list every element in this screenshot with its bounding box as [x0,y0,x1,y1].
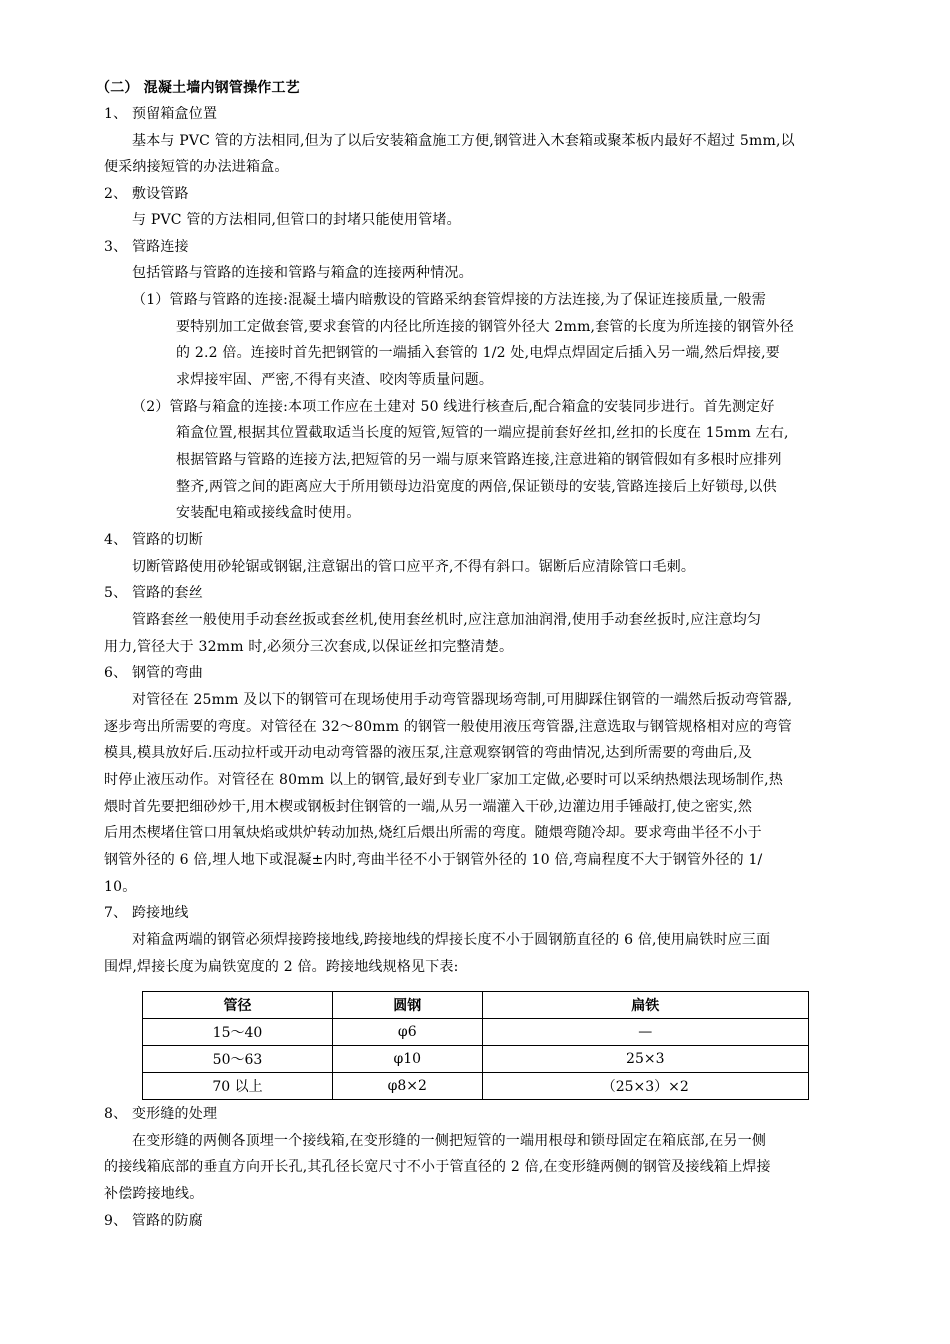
paragraph-line: 对管径在 25mm 及以下的钢管可在现场使用手动弯管器现场弯制,可用脚踩住钢管的一端然后扳动弯管器, [132,692,793,708]
paragraph-line: 便采纳接短管的办法进箱盒。 [104,159,289,175]
paragraph-line: 的接线箱底部的垂直方向开长孔,其孔径长宽尺寸不小于管直径的 2 倍,在变形缝两侧的钢管及接线箱上焊接 [104,1159,771,1175]
paragraph-line: 对箱盒两端的钢管必须焊接跨接地线,跨接地线的焊接长度不小于圆钢筋直径的 6 倍,使用扁铁时应三面 [132,932,771,948]
table-cell: 70 以上 [143,1073,333,1100]
table-row [143,1073,809,1100]
subitem-line: 箱盒位置,根据其位置截取适当长度的短管,短管的一端应提前套好丝扣,丝扣的长度在 15mm 左右, [176,425,789,441]
item-9-heading: 9、 管路的防腐 [104,1213,203,1229]
paragraph-line: 逐步弯出所需要的弯度。对管径在 32～80mm 的钢管一般使用液压弯管器,注意选取与钢管规格相对应的弯管 [104,719,792,735]
table-cell: φ10 [332,1046,482,1073]
item-1-heading: 1、 预留箱盒位置 [104,106,218,122]
subitem-line: 根据管路与管路的连接方法,把短管的另一端与原来管路连接,注意进箱的钢管假如有多根时应排列 [176,452,782,468]
table-header-cell: 管径 [143,992,333,1019]
item-6-heading: 6、 钢管的弯曲 [104,665,203,681]
paragraph-line: 补偿跨接地线。 [104,1186,204,1202]
paragraph-line: 钢管外径的 6 倍,埋人地下或混凝±内时,弯曲半径不小于钢管外径的 10 倍,弯扁程度不大于钢管外径的 1/ [104,852,763,868]
table-cell: 50～63 [143,1046,333,1073]
table-cell: 15～40 [143,1019,333,1046]
table-cell: φ6 [332,1019,482,1046]
paragraph-line: 包括管路与管路的连接和管路与箱盒的连接两种情况。 [132,265,473,281]
section-title: （二） 混凝土墙内钢管操作工艺 [96,80,300,96]
table-header-row [143,992,809,1019]
item-7-heading: 7、 跨接地线 [104,905,189,921]
table-row [143,1019,809,1046]
subitem-line: （1）管路与管路的连接:混凝土墙内暗敷设的管路采纳套管焊接的方法连接,为了保证连接质量,一般需 [132,292,766,308]
subitem-line: （2）管路与箱盒的连接:本项工作应在土建对 50 线进行核查后,配合箱盒的安装同步进行。首先测定好 [132,399,775,415]
paragraph-line: 10。 [104,879,137,895]
paragraph-line: 用力,管径大于 32mm 时,必须分三次套成,以保证丝扣完整清楚。 [104,639,514,655]
subitem-line: 要特别加工定做套管,要求套管的内径比所连接的钢管外径大 2mm,套管的长度为所连接的钢管外径 [176,319,795,335]
table-cell: — [482,1019,808,1046]
subitem-line: 整齐,两管之间的距离应大于所用锁母边沿宽度的两倍,保证锁母的安装,管路连接后上好锁母,以供 [176,479,777,495]
item-2-heading: 2、 敷设管路 [104,186,189,202]
subitem-line: 安装配电箱或接线盒时使用。 [176,505,361,521]
paragraph-line: 后用杰楔堵住管口用氧炔焰或烘炉转动加热,烧红后煨出所需的弯度。随煨弯随冷却。要求弯曲半径不小于 [104,825,762,841]
table-row [143,1046,809,1073]
table-cell: 25×3 [482,1046,808,1073]
table-cell: （25×3）×2 [482,1073,808,1100]
item-8-heading: 8、 变形缝的处理 [104,1106,218,1122]
table-header-cell: 扁铁 [482,992,808,1019]
table-header-cell: 圆钢 [332,992,482,1019]
item-3-heading: 3、 管路连接 [104,239,189,255]
paragraph-line: 煨时首先要把细砂炒干,用木楔或钢板封住钢管的一端,从另一端灌入干砂,边灌边用手锤敲打,使之密实,然 [104,799,753,815]
subitem-line: 的 2.2 倍。连接时首先把钢管的一端插入套管的 1/2 处,电焊点焊固定后插入另一端,然后焊接,要 [176,345,780,361]
table-cell: φ8×2 [332,1073,482,1100]
subitem-line: 求焊接牢固、严密,不得有夹渣、咬肉等质量问题。 [176,372,494,388]
paragraph-line: 围焊,焊接长度为扁铁宽度的 2 倍。跨接地线规格见下表: [104,959,459,975]
item-4-heading: 4、 管路的切断 [104,532,203,548]
paragraph-line: 切断管路使用砂轮锯或钢锯,注意锯出的管口应平齐,不得有斜口。锯断后应清除管口毛刺。 [132,559,696,575]
paragraph-line: 模具,模具放好后.压动拉杆或开动电动弯管器的液压泵,注意观察钢管的弯曲情况,达到所需要的弯曲后,及 [104,745,753,761]
paragraph-line: 在变形缝的两侧各顶埋一个接线箱,在变形缝的一侧把短管的一端用根母和锁母固定在箱底部,在另一侧 [132,1133,767,1149]
paragraph-line: 管路套丝一般使用手动套丝扳或套丝机,使用套丝机时,应注意加油润滑,使用手动套丝扳时,应注意均匀 [132,612,762,628]
grounding-spec-table [142,991,809,1100]
paragraph-line: 与 PVC 管的方法相同,但管口的封堵只能使用管堵。 [132,212,461,228]
paragraph-line: 时停止液压动作。对管径在 80mm 以上的钢管,最好到专业厂家加工定做,必要时可以采纳热煨法现场制作,热 [104,772,784,788]
item-5-heading: 5、 管路的套丝 [104,585,203,601]
paragraph-line: 基本与 PVC 管的方法相同,但为了以后安装箱盒施工方便,钢管进入木套箱或聚苯板内最好不超过 5mm,以 [132,133,795,149]
